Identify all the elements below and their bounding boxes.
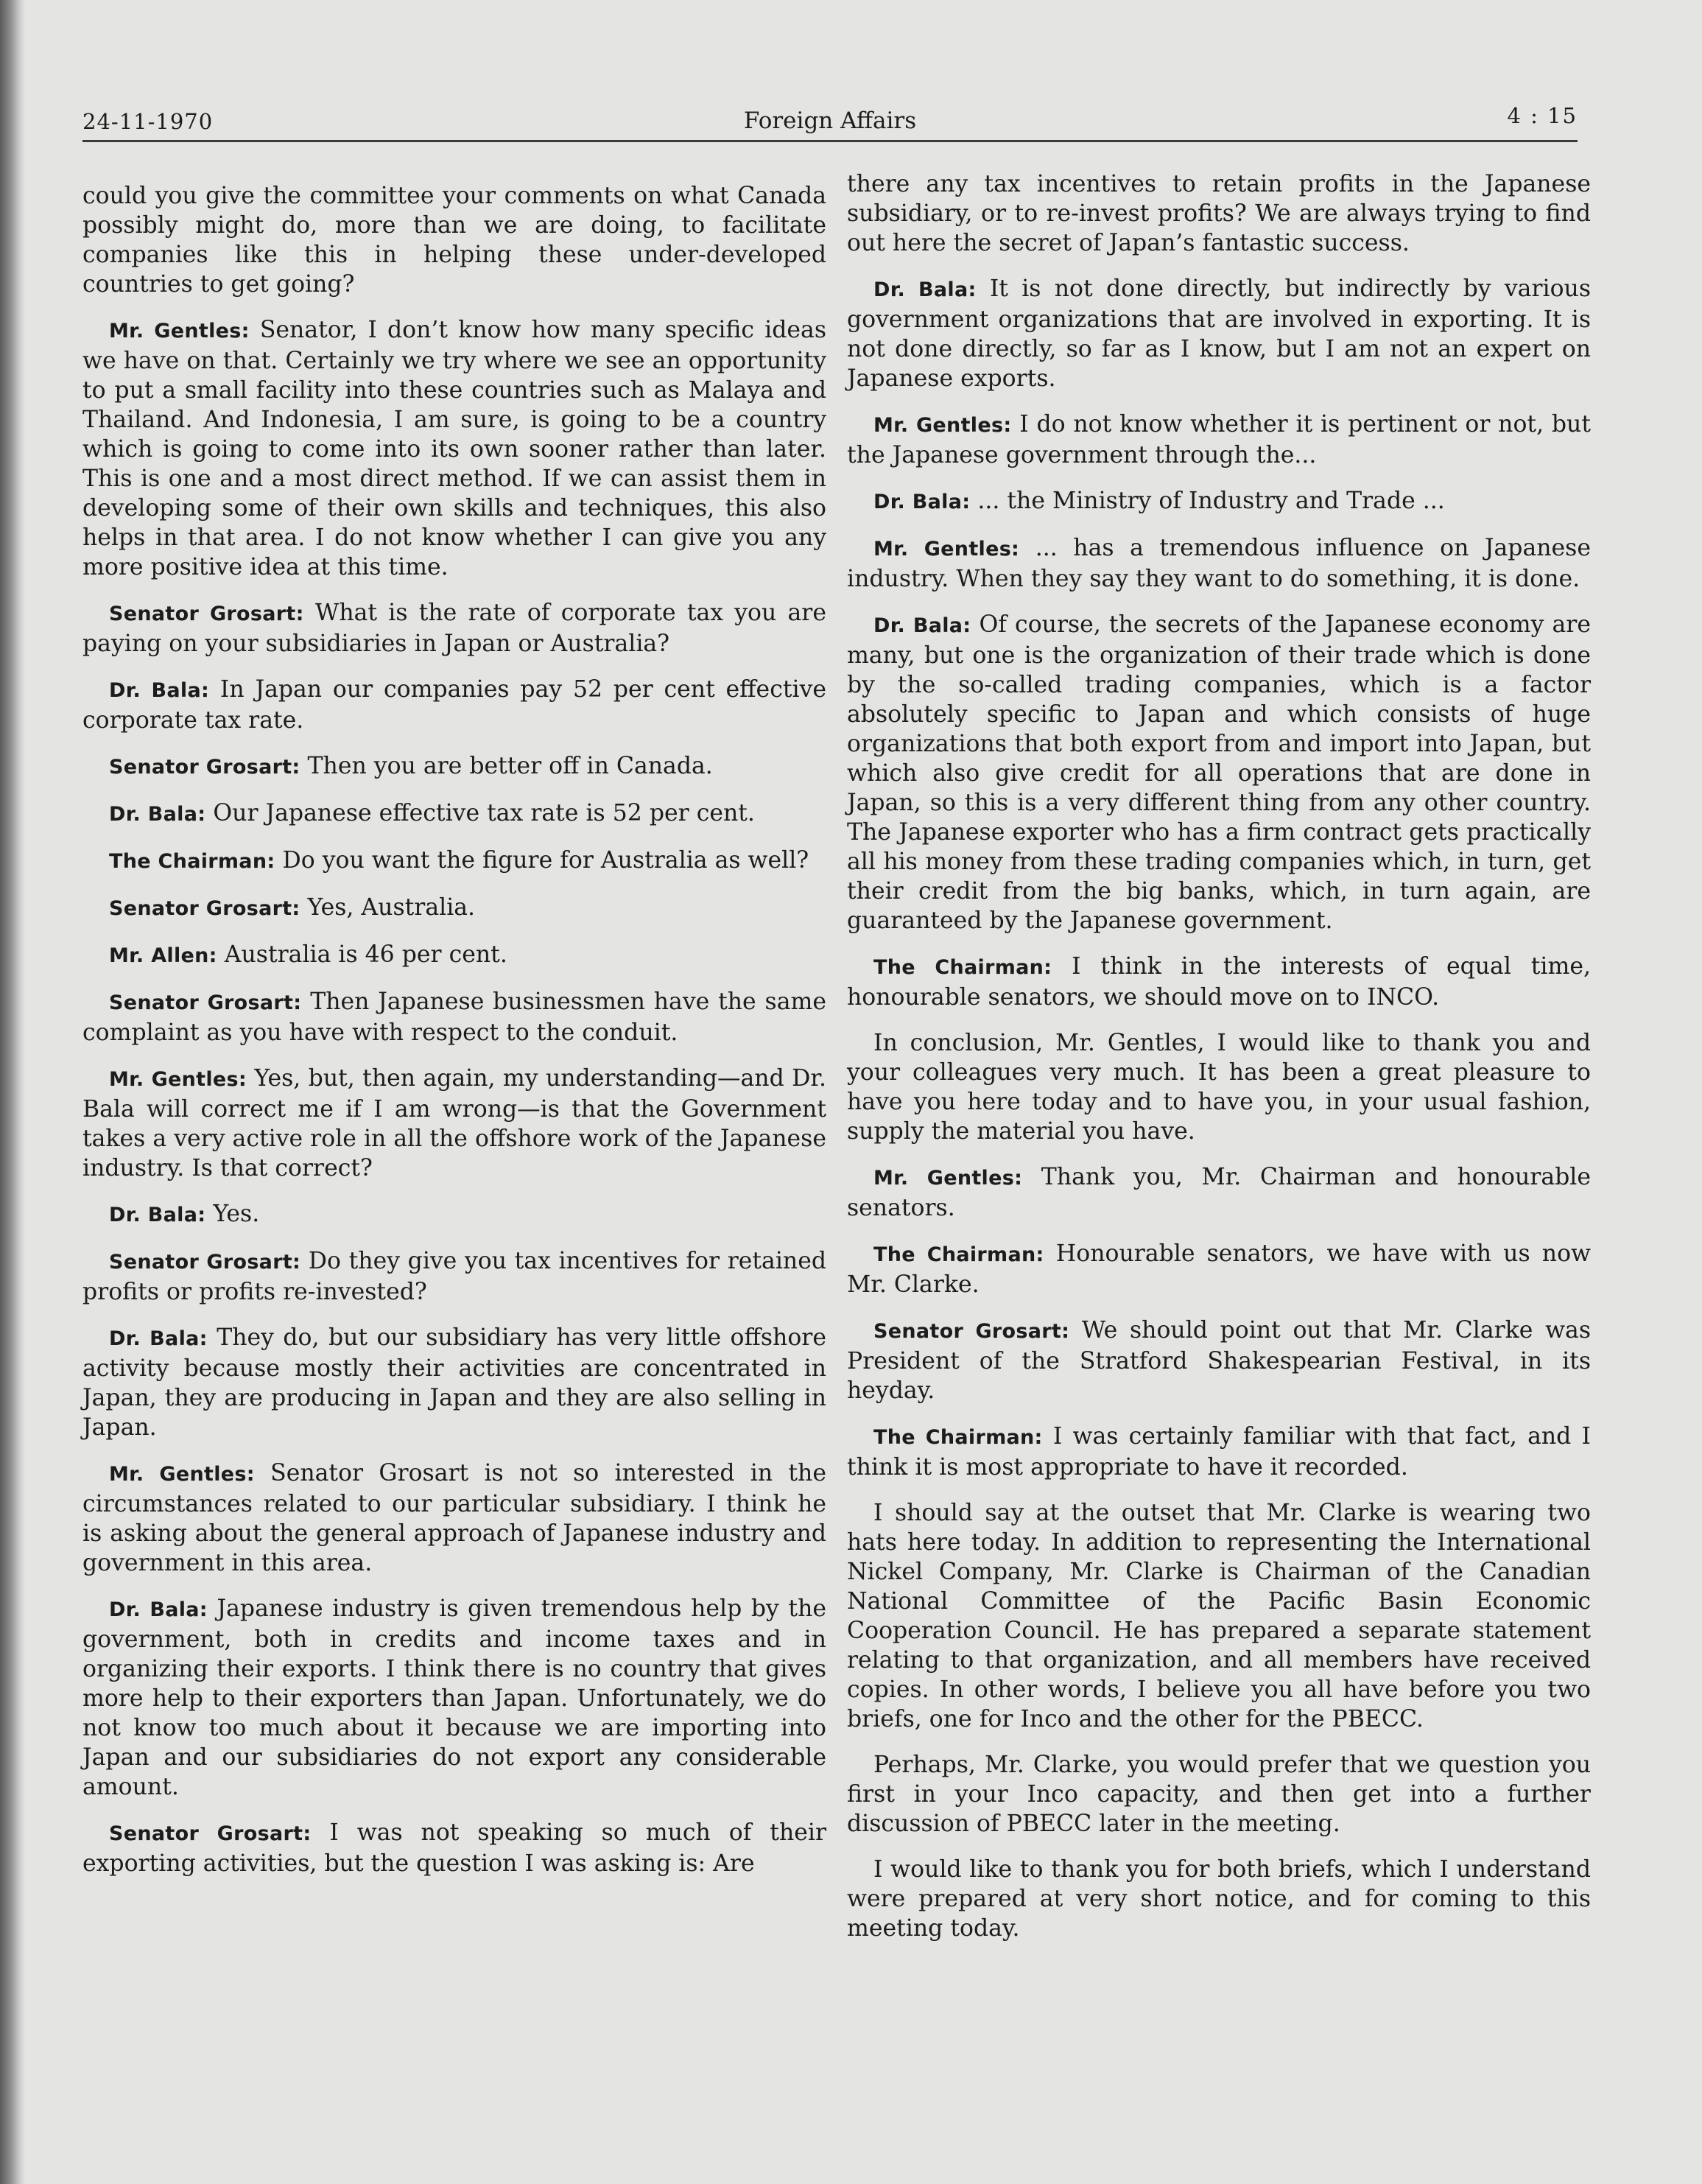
paragraph-text: I think in the interests of equal time, honourable senators, we should move on to INCO.	[847, 953, 1591, 1011]
speaker-name: Dr. Bala:	[873, 614, 971, 637]
speaker-name: Senator Grosart:	[873, 1320, 1070, 1343]
paragraph	[82, 1199, 826, 1230]
paragraph-text: Japanese industry is given tremendous help by the government, both in credits and income taxes and in organizing their exports. I think there is no country that gives more help to their exporters than Japan. Unfortunately, we do not know too much about it because we are importing into Japan and our subsidiaries do not export any considerable amount.	[82, 1595, 826, 1800]
paragraph	[847, 1750, 1591, 1839]
paragraph	[82, 1064, 826, 1183]
paragraph-text: Yes, but, then again, my understanding—and Dr. Bala will correct me if I am wrong—is that the Government takes a very active role in all the offshore work of the Japanese industry. Is that correct?	[82, 1065, 826, 1181]
paragraph-text: Yes, Australia.	[307, 894, 476, 921]
paragraph	[847, 610, 1591, 935]
paragraph	[847, 1316, 1591, 1405]
speaker-name: Senator Grosart:	[109, 756, 300, 779]
paragraph	[847, 1028, 1591, 1146]
paragraph-text: We should point out that Mr. Clarke was President of the Stratford Shakespearian Festival, in its heyday.	[847, 1317, 1591, 1404]
paragraph-text: Senator, I don’t know how many specific ideas we have on that. Certainly we try where we see an opportunity to put a small facility into these countries such as Malaya and Thailand. And Indonesia, I am sure, is going to be a country which is going to come into its own sooner rather than later. This is one and a most direct method. If we can assist them in developing some of their own skills and techniques, this also helps in that area. I do not know whether I can give you any more positive idea at this time.	[82, 317, 826, 580]
paragraph-text: I do not know whether it is pertinent or not, but the Japanese government through the...	[847, 411, 1591, 468]
speaker-name: Dr. Bala:	[873, 491, 971, 513]
paragraph-text: could you give the committee your comments on what Canada possibly might do, more than we are doing, to facilitate companies like this in helping these under-developed countries to get going?	[82, 183, 826, 298]
paragraph	[82, 315, 826, 582]
paragraph-text: I would like to thank you for both briefs, which I understand were prepared at very short notice, and for coming to this meeting today.	[847, 1856, 1591, 1942]
speaker-name: Mr. Allen:	[109, 944, 217, 967]
paragraph	[82, 1246, 826, 1307]
paragraph	[82, 1594, 826, 1802]
paragraph-text: Do they give you tax incentives for retained profits or profits re-invested?	[82, 1248, 826, 1305]
speaker-name: Mr. Gentles:	[109, 1068, 247, 1091]
speaker-name: Mr. Gentles:	[873, 538, 1020, 561]
paragraph-text: Thank you, Mr. Chairman and honourable senators.	[847, 1164, 1592, 1221]
paragraph-text: Do you want the figure for Australia as well?	[282, 847, 809, 874]
paragraph-text: Then you are better off in Canada.	[307, 753, 713, 779]
paragraph-text: Senator Grosart is not so interested in the circumstances related to our particular subsidiary. I think he is asking about the general approach of Japanese industry and government in this area.	[82, 1460, 826, 1576]
paragraph	[847, 1162, 1591, 1223]
speaker-name: The Chairman:	[873, 1426, 1043, 1449]
paragraph-text: Then Japanese businessmen have the same complaint as you have with respect to the conduit.	[82, 989, 826, 1046]
paragraph-text: Our Japanese effective tax rate is 52 per cent.	[213, 800, 755, 826]
paragraph	[847, 1498, 1591, 1734]
paragraph-text: They do, but our subsidiary has very little offshore activity because mostly their activities are concentrated in Japan, they are producing in Japan and they are also selling in Japan.	[82, 1324, 826, 1441]
speaker-name: Senator Grosart:	[109, 991, 302, 1014]
paragraph-text: Of course, the secrets of the Japanese economy are many, but one is the organization of their trade which is done by the so-called trading companies, which is a factor absolutely specific to Japan and which consists of huge organizations that both export from and import into Japan, but which also give credit for all operations that are done in Japan, so this is a very different thing from any other country. The Japanese exporter who has a firm contract gets practically all his money from these trading companies which, in turn, get their credit from the big banks, which, in turn again, are guaranteed by the Japanese government.	[847, 611, 1591, 934]
paragraph-text: ... the Ministry of Industry and Trade ...	[977, 488, 1445, 514]
paragraph-text: I was not speaking so much of their exporting activities, but the question I was asking is: Are	[82, 1819, 827, 1877]
paragraph-text: Honourable senators, we have with us now Mr. Clarke.	[847, 1240, 1591, 1298]
paragraph-text: What is the rate of corporate tax you are paying on your subsidiaries in Japan or Australia?	[82, 600, 826, 657]
speaker-name: Mr. Gentles:	[109, 320, 250, 343]
paragraph	[82, 181, 826, 299]
paragraph	[82, 893, 826, 924]
speaker-name: Dr. Bala:	[109, 1204, 206, 1226]
paragraph	[82, 598, 826, 659]
speaker-name: Dr. Bala:	[109, 1327, 208, 1350]
speaker-name: Mr. Gentles:	[873, 1167, 1023, 1190]
left-column	[82, 181, 826, 1895]
paragraph-text: Perhaps, Mr. Clarke, you would prefer that we question you first in your Inco capacity, and then get into a further discussion of PBECC later in the meeting.	[847, 1752, 1591, 1837]
speaker-name: Senator Grosart:	[109, 603, 304, 625]
paragraph	[82, 987, 826, 1047]
paragraph	[847, 486, 1591, 517]
paragraph-text: ... has a tremendous influence on Japanese industry. When they say they want to do something, it is done.	[847, 535, 1591, 592]
speaker-name: The Chairman:	[873, 956, 1052, 979]
paragraph	[82, 798, 826, 829]
speaker-name: Dr. Bala:	[109, 679, 210, 702]
paragraph-text: I was certainly familiar with that fact, and I think it is most appropriate to have it recorded.	[847, 1423, 1591, 1481]
speaker-name: Dr. Bala:	[109, 1598, 208, 1621]
header-title: Foreign Affairs	[743, 108, 917, 134]
paragraph	[847, 410, 1591, 470]
paragraph	[82, 940, 826, 971]
paragraph	[82, 751, 826, 782]
paragraph-text: Yes.	[213, 1201, 260, 1227]
paragraph	[82, 675, 826, 735]
paragraph-text: In conclusion, Mr. Gentles, I would like to thank you and your colleagues very much. It has been a great pleasure to have you here today and to have you, in your usual fashion, supply the material you have.	[847, 1030, 1591, 1145]
paragraph-text: I should say at the outset that Mr. Clarke is wearing two hats here today. In addition to representing the International Nickel Company, Mr. Clarke is Chairman of the Canadian National Committee of the Pacific Basin Economic Cooperation Council. He has prepared a separate statement relating to that organization, and all members have received copies. In other words, I believe you all have before you two briefs, one for Inco and the other for the PBECC.	[847, 1500, 1591, 1732]
paragraph	[82, 1458, 826, 1578]
paragraph	[82, 1323, 826, 1442]
paragraph	[847, 1422, 1591, 1482]
paragraph	[847, 1855, 1591, 1943]
paragraph	[847, 169, 1591, 258]
header-page-number: 4 : 15	[1507, 103, 1578, 128]
page-binding-edge	[0, 0, 25, 2184]
paragraph-text: there any tax incentives to retain profits in the Japanese subsidiary, or to re-invest profits? We are always trying to find out here the secret of Japan’s fantastic success.	[847, 171, 1591, 256]
paragraph-text: In Japan our companies pay 52 per cent effective corporate tax rate.	[82, 676, 827, 734]
paragraph	[847, 952, 1591, 1012]
paragraph-text: It is not done directly, but indirectly by various government organizations that are involved in exporting. It is not done directly, so far as I know, but I am not an expert on Japanese exports.	[847, 275, 1591, 392]
paragraph	[82, 846, 826, 877]
paragraph-text: Australia is 46 per cent.	[224, 941, 507, 968]
right-column	[847, 169, 1591, 1959]
speaker-name: Dr. Bala:	[873, 278, 977, 301]
speaker-name: Senator Grosart:	[109, 897, 300, 920]
paragraph	[847, 533, 1591, 594]
speaker-name: Mr. Gentles:	[873, 414, 1012, 437]
speaker-name: Senator Grosart:	[109, 1822, 312, 1845]
paragraph	[82, 1818, 826, 1878]
speaker-name: The Chairman:	[109, 850, 275, 873]
page-header	[82, 87, 1578, 142]
speaker-name: The Chairman:	[873, 1243, 1044, 1266]
paragraph	[847, 1239, 1591, 1299]
speaker-name: Mr. Gentles:	[109, 1463, 255, 1486]
paragraph	[847, 274, 1591, 393]
speaker-name: Senator Grosart:	[109, 1251, 301, 1274]
speaker-name: Dr. Bala:	[109, 803, 206, 826]
header-date: 24-11-1970	[82, 109, 214, 134]
